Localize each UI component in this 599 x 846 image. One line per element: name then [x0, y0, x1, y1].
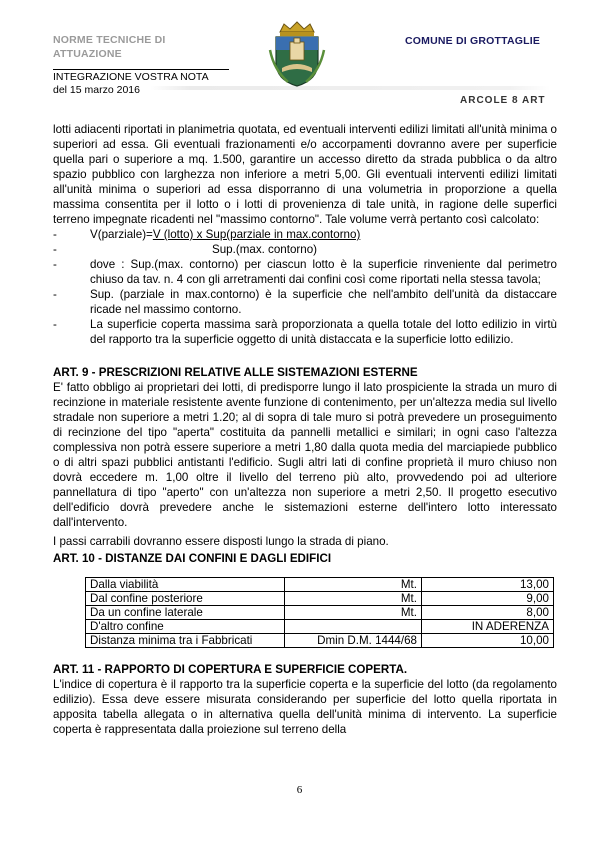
distance-value: 9,00: [422, 592, 554, 606]
header-subtitle: [53, 71, 209, 97]
distance-label: Dalla viabilità: [86, 578, 285, 592]
bullet-dash: -: [53, 228, 57, 241]
distance-value: IN ADERENZA: [422, 620, 554, 634]
article-9-heading: ART. 9 - PRESCRIZIONI RELATIVE ALLE SISTEMAZIONI ESTERNE: [53, 366, 418, 379]
bullet-dash: -: [53, 243, 57, 256]
bullet-item: [53, 287, 557, 317]
article-9-paragraph: E' fatto obbligo ai proprietari dei lotti, di predisporre lungo il lato prospiciente la strada un muro di recinzione in materiale resistente avente funzione di contenimento, per un'altezza media sul livello stradale non superiore a metri 1.20; al di sopra di tale muro si potrà prevedere un proseguimento di recinzione del tipo "aperta" costituita da pannelli metallici e similari; in ogni caso l'altezza complessiva non potrà essere superiore a metri 1,80 dalla quota media del marciapiede pubblico o di altri spazi pubblici antistanti l'edificio. Sugli altri lati di confine proprietà il muro chiuso non dovrà eccedere m. 1,00 oltre il livello del terreno più alto, provvedendo poi ad ulteriore pannellatura di tipo "aperto" con un'altezza non superiore a metri 2,50. Il progetto esecutivo dell'edificio dovrà prevedere anche le sistemazioni esterne dell'intero lotto interessato dall'intervento.: [53, 381, 557, 529]
article-9-driveways: I passi carrabili dovranno essere disposti lungo la strada di piano.: [53, 535, 389, 548]
cropped-header-text: ARCOLE 8 ART: [460, 95, 546, 103]
bullet-dash: -: [53, 318, 57, 331]
distance-unit: Mt.: [285, 578, 422, 592]
document-title: NORME TECNICHE DI ATTUAZIONE: [53, 34, 166, 60]
page-number: 6: [296, 784, 303, 796]
city-crest-icon: [268, 20, 326, 88]
distance-label: Da un confine laterale: [86, 606, 285, 620]
distance-label: D'altro confine: [86, 620, 285, 634]
article-11-paragraph: L'indice di copertura è il rapporto tra la superficie coperta e la superficie del lotto (da regolamento edilizio). Essa deve essere misurata considerando per superficie del lotto quella riportata in apposita tabella allegata o in alternativa quella dell'unità minima di intervento. La superficie coperta è rappresentata dalla proiezione sul terreno della: [53, 678, 557, 736]
distance-unit: Mt.: [285, 592, 422, 606]
subtitle-line-2: del 15 marzo 2016: [53, 84, 140, 96]
bullet-dash: -: [53, 258, 57, 271]
distances-table: [85, 577, 554, 648]
bullet-item: [53, 257, 557, 287]
distance-value: 8,00: [422, 606, 554, 620]
formula-numerator: V (lotto) x Sup(parziale in max.contorno): [152, 228, 361, 241]
table-row: [86, 592, 554, 606]
formula-left: V(parziale)=: [90, 228, 153, 241]
subtitle-line-1: INTEGRAZIONE VOSTRA NOTA: [53, 71, 209, 83]
article-10-heading: ART. 10 - DISTANZE DAI CONFINI E DAGLI EDIFICI: [53, 552, 332, 565]
document-body: [53, 122, 557, 737]
scan-smudge: [150, 86, 550, 90]
municipality-name: COMUNE DI GROTTAGLIE: [405, 35, 541, 47]
table-row: [86, 606, 554, 620]
distance-label: Dal confine posteriore: [86, 592, 285, 606]
distance-unit: [285, 620, 422, 634]
bullet-item: [53, 317, 557, 347]
distance-label: Distanza minima tra i Fabbricati: [86, 634, 285, 648]
header-divider: [53, 69, 229, 70]
table-row: [86, 620, 554, 634]
distance-unit: Mt.: [285, 606, 422, 620]
distance-value: 10,00: [422, 634, 554, 648]
formula-denominator: Sup.(max. contorno): [212, 243, 318, 256]
distance-unit: Dmin D.M. 1444/68: [285, 634, 422, 648]
paragraph-lotti: lotti adiacenti riportati in planimetria quotata, ed eventuali interventi edilizi limitati all'unità minima o superiori ad essa. Gli eventuali frazionamenti e/o accorpamenti dovranno avere per superficie quella pari o superiore a mq. 1.500, garantire un accesso diretto da strada pubblica o da altro spazio pubblico con larghezza non inferiore a metri 5,00. Gli eventuali interventi edilizi limitati all'unità minima o superiori ad essa disporranno di una volumetria in proporzione a quella massima consentita per il lotto o i lotti di provenienza di tale unità, in ragione delle superfici terreno impegnate ricadenti nel "massimo contorno". Tale volume verrà pertanto così calcolato:: [53, 123, 557, 226]
distance-value: 13,00: [422, 578, 554, 592]
table-row: [86, 578, 554, 592]
bullet-text: La superficie coperta massima sarà proporzionata a quella totale del lotto edilizio in virtù del rapporto tra la superficie oggetto di unità distaccata e la superficie lotto edilizio.: [90, 318, 557, 346]
article-11-heading: ART. 11 - RAPPORTO DI COPERTURA E SUPERFICIE COPERTA.: [53, 663, 408, 676]
bullet-text: Sup. (parziale in max.contorno) è la superficie che nell'ambito dell'unità da distaccare ricade nel massimo contorno.: [90, 288, 557, 316]
page-header: [0, 0, 599, 103]
bullet-dash: -: [53, 288, 57, 301]
formula-line: [53, 227, 557, 242]
formula-denominator-line: [53, 242, 557, 257]
bullet-text: dove : Sup.(max. contorno) per ciascun lotto è la superficie rinveniente dal perimetro chiuso da tav. n. 4 con gli arretramenti dai confini così come riportati nella stessa tavola;: [90, 258, 557, 286]
table-row: [86, 634, 554, 648]
